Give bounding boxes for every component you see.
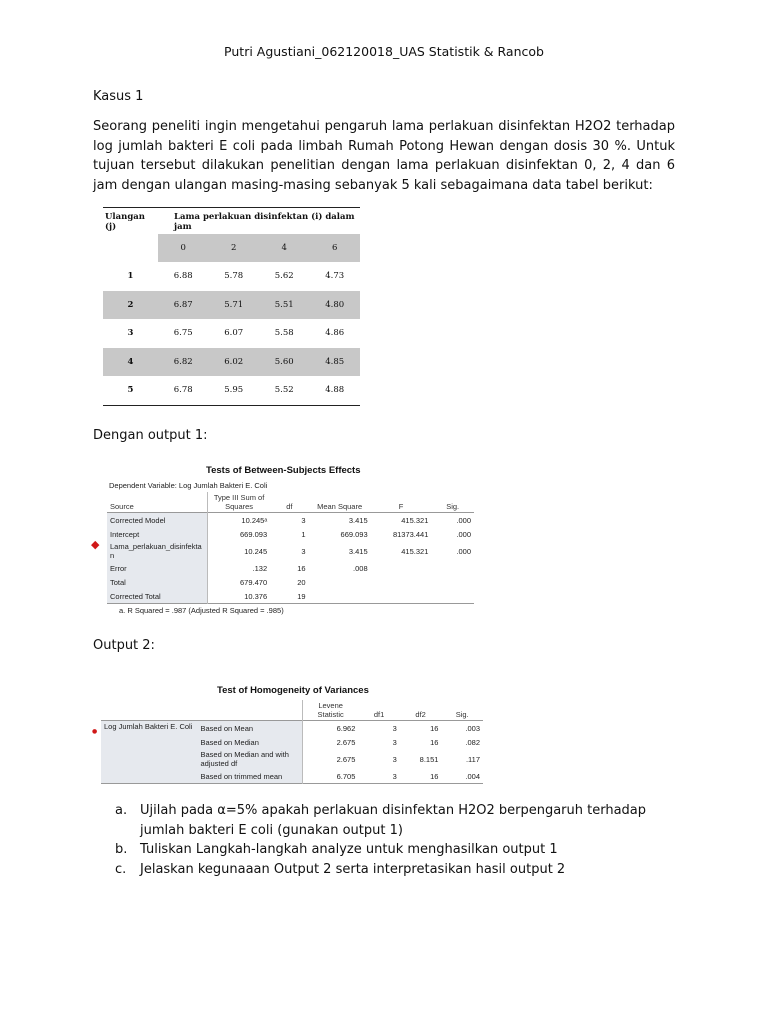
levene-title: Test of Homogeneity of Variances	[217, 685, 369, 696]
table-row: Error .132 16 .008	[107, 561, 474, 575]
output1-label: Dengan output 1:	[93, 428, 208, 443]
anova-dependent: Dependent Variable: Log Jumlah Bakteri E. Coli	[109, 481, 268, 490]
sub-header: 4	[259, 234, 309, 262]
sub-header: 2	[208, 234, 258, 262]
table-row: 2 6.87 5.71 5.51 4.80	[103, 291, 360, 320]
table-row: Based on Median 2.675 3 16 .082	[101, 735, 483, 749]
data-table	[103, 207, 360, 406]
list-item: b. Tuliskan Langkah-langkah analyze untuk menghasilkan output 1	[115, 842, 558, 857]
table-row: Based on trimmed mean 6.705 3 16 .004	[101, 769, 483, 784]
question-list	[115, 801, 680, 879]
list-item: a. Ujilah pada α=5% apakah perlakuan disinfektan H2O2 berpengaruh terhadap jumlah bakteri E coli (gunakan output 1)	[115, 803, 647, 838]
case-title: Kasus 1	[93, 89, 144, 104]
table-row: 1 6.88 5.78 5.62 4.73	[127, 271, 345, 282]
sub-header: 0	[158, 234, 208, 262]
output2-label: Output 2:	[93, 638, 155, 653]
table-row: Corrected Model 10.245ᵃ 3 3.415 415.321 .000	[107, 513, 474, 528]
levene-row-label: Log Jumlah Bakteri E. Coli	[101, 721, 198, 784]
treatment-span-header: Lama perlakuan disinfektan (i) dalam jam	[174, 212, 355, 232]
red-marker-icon: ◆	[91, 538, 100, 551]
document-header: Putri Agustiani_062120018_UAS Statistik & Rancob	[224, 44, 544, 59]
table-row: Total 679.470 20	[107, 575, 474, 589]
intro-paragraph	[93, 117, 675, 195]
table-row: Lama_perlakuan_disinfektan 10.245 3 3.415 415.321 .000	[107, 541, 474, 561]
table-row: 3 6.75 6.07 5.58 4.86	[127, 328, 345, 339]
intro-text: Seorang peneliti ingin mengetahui pengaruh lama perlakuan disinfektan H2O2 terhadap log jumlah bakteri E coli pada limbah Rumah Potong Hewan dengan dosis 30 %. Untuk tujuan tersebut dilakukan penelitian dengan lama perlakuan disinfektan 0, 2, 4 dan 6 jam dengan ulangan masing-masing sebanyak 5 kali sebagaimana data tabel berikut:	[93, 119, 675, 193]
table-row: Based on Median and with adjusted df 2.675 3 8.151 .117	[101, 749, 483, 769]
col-ulangan-header: Ulangan (j)	[105, 212, 145, 232]
anova-table: Source Type III Sum of Squares df Mean Square F Sig. Corrected Model 10.245ᵃ 3 3.415 415.321 .000 Intercept 669.093 1 669.093 81373.441 .000 Lama_perlakuan_disinfektan 10.245 3 3.415 415.321 .000 Error .132 16 .008 Total 679.470 20 Corrected Total 10.376 19 a. R Squared = .987 (Adjusted R Squared = .985)	[107, 492, 474, 615]
table-row: 5 6.78 5.95 5.52 4.88	[127, 385, 345, 396]
list-item: c. Jelaskan kegunaaan Output 2 serta interpretasikan hasil output 2	[115, 861, 566, 877]
sub-header: 6	[309, 234, 360, 262]
table-row: 4 6.82 6.02 5.60 4.85	[103, 348, 360, 377]
table-row: Corrected Total 10.376 19	[107, 589, 474, 604]
red-dot-icon: ●	[92, 728, 98, 735]
table-row: Log Jumlah Bakteri E. Coli Based on Mean 6.962 3 16 .003	[101, 721, 483, 736]
levene-table: Levene Statistic df1 df2 Sig. Log Jumlah Bakteri E. Coli Based on Mean 6.962 3 16 .003 Based on Median 2.675 3 16 .082 Based on Median and with adjusted df 2.675 3 8.151 .117 Based on trimmed mean 6.705 3 16 .004	[101, 700, 483, 784]
table-row: Intercept 669.093 1 669.093 81373.441 .000	[107, 527, 474, 541]
anova-footnote: a. R Squared = .987 (Adjusted R Squared = .985)	[119, 606, 284, 615]
anova-title: Tests of Between-Subjects Effects	[206, 465, 361, 476]
